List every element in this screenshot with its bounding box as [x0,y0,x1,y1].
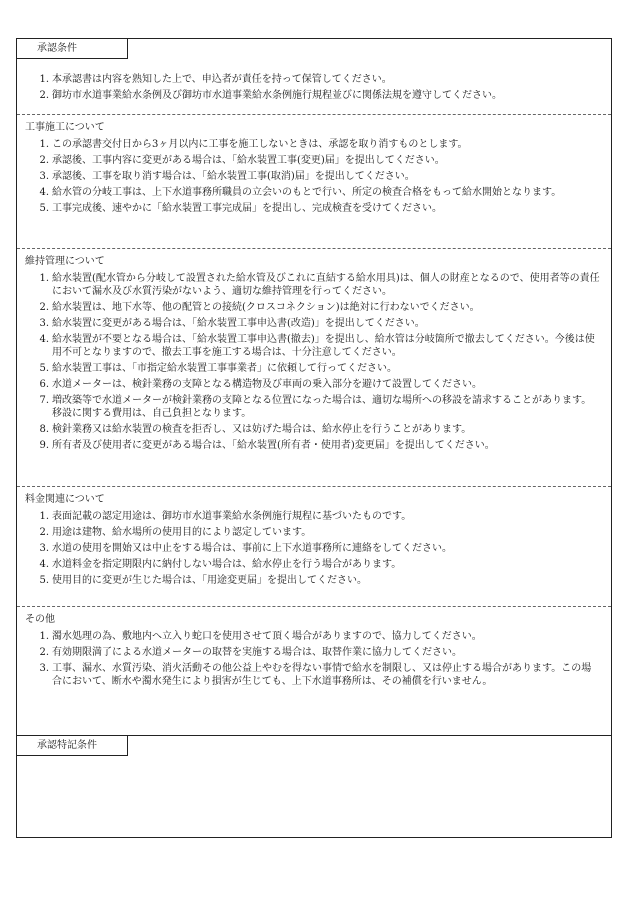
list-item: 3. 給水装置に変更がある場合は、「給水装置工事申込書(改造)」を提出してください。 [39,318,425,329]
list-item: 2. 有効期限満了による水道メーターの取替を実施する場合は、取替作業に協力してください。 [39,647,462,658]
list-item: 7. 増改築等で水道メーターが検針業務の支障となる位置になった場合は、適切な場所への移設を請求することがあります。移設に関する費用は、自己負担となります。 [39,395,592,419]
list-item: 4. 給水装置が不要となる場合は、「給水装置工事申込書(撤去)」を提出し、給水管は分岐箇所で撤去してください。今後は使用不可となりますので、撤去工事を施工する場合は、十分注意してください。 [39,334,595,358]
list-item: 3. 承認後、工事を取り消す場合は、「給水装置工事(取消)届」を提出してください。 [39,171,415,182]
list-item: 8. 検針業務又は給水装置の検査を拒否し、又は妨げた場合は、給水停止を行うことがあります。 [39,424,472,435]
list-item: 1. 本承認書は内容を熟知した上で、申込者が責任を持って保管してください。 [39,74,392,85]
list-item: 2. 御坊市水道事業給水条例及び御坊市水道事業給水条例施行規程並びに関係法規を遵守してください。 [39,90,502,101]
section-title: その他 [25,614,55,625]
list-item: 2. 用途は建物、給水場所の使用目的により認定しています。 [39,527,312,538]
list-item: 5. 使用目的に変更が生じた場合は、「用途変更届」を提出してください。 [39,575,367,586]
billing-section [17,493,611,607]
list-item: 4. 給水管の分岐工事は、上下水道事務所職員の立会いのもとで行い、所定の検査合格をもって給水開始となります。 [39,187,562,198]
approval-document-frame [16,38,612,838]
list-item: 2. 給水装置は、地下水等、他の配管との接続(クロスコネクション)は絶対に行わないでください。 [39,302,480,313]
list-item: 3. 工事、漏水、水質汚染、消火活動その他公益上やむを得ない事情で給水を制限し、又は停止する場合があります。この場合において、断水や濁水発生により損害が生じても、上下水道事務所は、その補償を行いません。 [39,663,592,687]
approval-conditions-label: 承認条件 [17,39,128,59]
section-title: 維持管理について [25,256,105,267]
list-item: 9. 所有者及び使用者に変更がある場合は、「給水装置(所有者・使用者)変更届」を提出してください。 [39,440,495,451]
list-item: 1. この承認書交付日から3ヶ月以内に工事を施工しないときは、承認を取り消すものとします。 [39,139,468,150]
construction-section [17,121,611,249]
list-item: 5. 給水装置工事は、「市指定給水装置工事事業者」に依頼して行ってください。 [39,363,397,374]
other-section [17,613,611,731]
section-title: 工事施工について [25,122,105,133]
list-item: 6. 水道メーターは、検針業務の支障となる構造物及び車両の乗入部分を避けて設置してください。 [39,379,482,390]
list-item: 4. 水道料金を指定期限内に納付しない場合は、給水停止を行う場合があります。 [39,559,402,570]
list-item: 3. 水道の使用を開始又は中止をする場合は、事前に上下水道事務所に連絡をしてください。 [39,543,452,554]
list-item: 1. 給水装置(配水管から分岐して設置された給水管及びこれに直結する給水用具)は、個人の財産となるので、使用者等の責任において漏水及び水質汚染がないよう、適切な維持管理を行ってください。 [39,273,600,297]
maintenance-section [17,255,611,487]
list-item: 5. 工事完成後、速やかに「給水装置工事完成届」を提出し、完成検査を受けてください。 [39,203,442,214]
special-conditions-label: 承認特記条件 [17,736,128,756]
list-item: 1. 濁水処理の為、敷地内へ立入り蛇口を使用させて頂く場合がありますので、協力してください。 [39,631,482,642]
intro-section [17,73,611,115]
section-title: 料金関連について [25,494,105,505]
list-item: 2. 承認後、工事内容に変更がある場合は、「給水装置工事(変更)届」を提出してください。 [39,155,445,166]
special-conditions-section [17,735,611,837]
list-item: 1. 表面記載の認定用途は、御坊市水道事業給水条例施行規程に基づいたものです。 [39,511,412,522]
